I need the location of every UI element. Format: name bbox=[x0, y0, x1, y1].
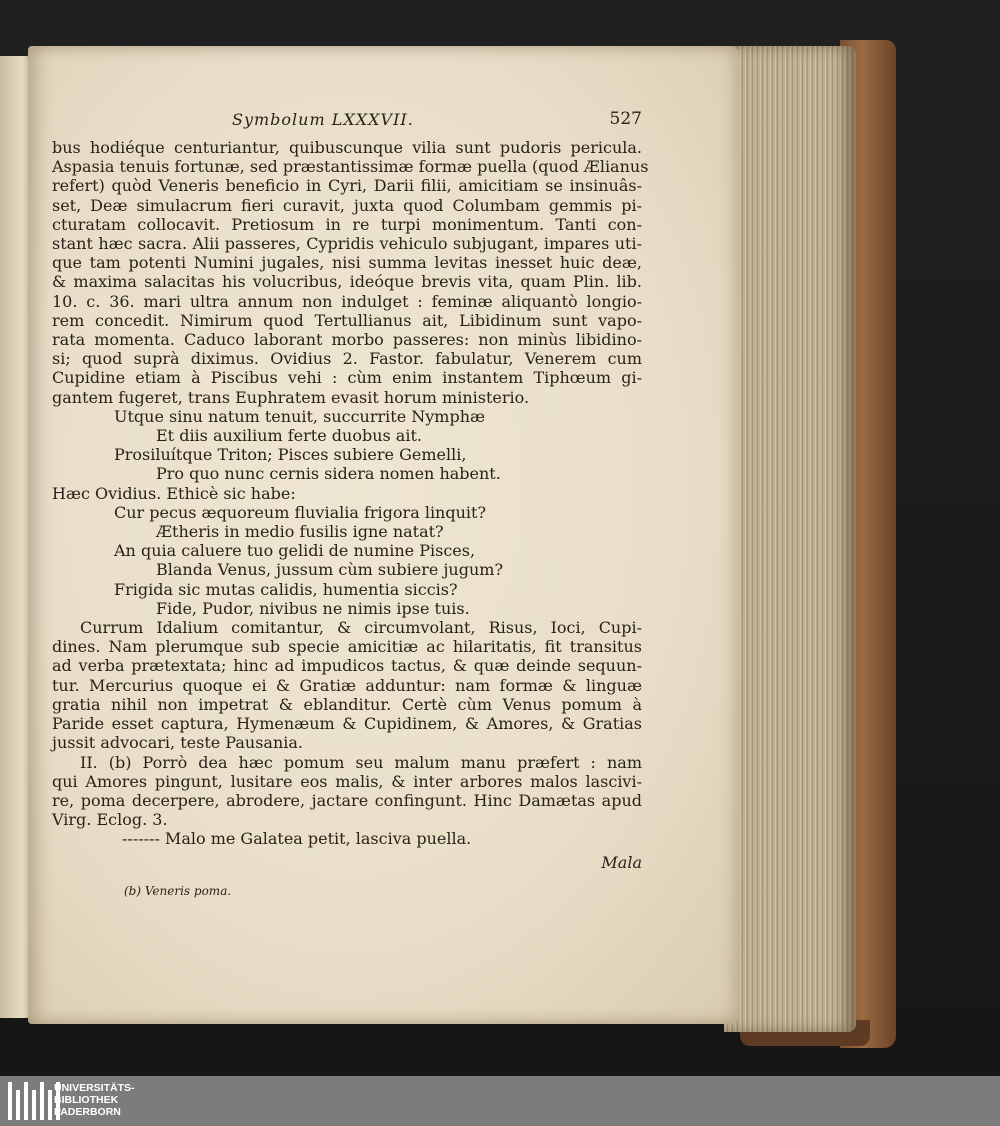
text-line: si; quod suprà diximus. Ovidius 2. Fastor. fabulatur, Venerem cum bbox=[52, 349, 642, 369]
text-line: rata momenta. Caduco laborant morbo passeres: non minùs libidino- bbox=[52, 330, 642, 350]
text-line: stant hæc sacra. Alii passeres, Cypridis vehiculo subjugant, impares uti- bbox=[52, 234, 642, 254]
verse-line: Cur pecus æquoreum fluvialia frigora linquit? bbox=[114, 502, 487, 522]
page-block-edge bbox=[724, 46, 856, 1032]
page-number: 527 bbox=[609, 109, 642, 129]
text-line: refert) quòd Veneris beneficio in Cyri, Darii filii, amicitiam se insinuâs- bbox=[52, 176, 642, 196]
quote-line: ------- Malo me Galatea petit, lasciva puella. bbox=[122, 829, 472, 849]
text-line: re, poma decerpere, abrodere, jactare confingunt. Hinc Damætas apud bbox=[52, 790, 642, 810]
verse-line: Prosiluítque Triton; Pisces subiere Gemelli, bbox=[114, 445, 467, 465]
text-line: Paride esset captura, Hymenæum & Cupidinem, & Amores, & Gratias bbox=[52, 714, 642, 734]
text-line: 10. c. 36. mari ultra annum non indulget : feminæ aliquantò longio- bbox=[52, 291, 642, 311]
library-name-line: PADERBORN bbox=[54, 1106, 121, 1118]
text-line: & maxima salacitas his volucribus, ideóque brevis vita, quam Plin. lib. bbox=[52, 272, 642, 292]
verse-line: Et diis auxilium ferte duobus ait. bbox=[156, 426, 422, 446]
text-line: dines. Nam plerumque sub specie amicitiæ ac hilaritatis, fit transitus bbox=[52, 637, 642, 657]
library-footer bbox=[0, 1076, 1000, 1126]
running-title: Symbolum LXXXVII. bbox=[232, 110, 414, 129]
text-line: Virg. Eclog. 3. bbox=[52, 810, 168, 830]
catchword: Mala bbox=[601, 852, 642, 872]
text-line: ad verba prætextata; hinc ad impudicos tactus, & quæ deinde sequun- bbox=[52, 656, 642, 676]
footnote: (b) Veneris poma. bbox=[124, 883, 232, 898]
verse-line: Blanda Venus, jussum cùm subiere jugum? bbox=[156, 560, 504, 580]
text-line: que tam potenti Numini jugales, nisi summa levitas inesset huic deæ, bbox=[52, 253, 642, 273]
text-line: jussit advocari, teste Pausania. bbox=[52, 733, 303, 753]
library-logo-icon bbox=[8, 1082, 60, 1120]
library-name-line: UNIVERSITÄTS- bbox=[54, 1082, 135, 1094]
text-line: II. (b) Porrò dea hæc pomum seu malum manu præfert : nam bbox=[80, 752, 642, 772]
text-line: gantem fugeret, trans Euphratem evasit horum ministerio. bbox=[52, 387, 530, 407]
page-text bbox=[52, 109, 649, 901]
verse-line: Ætheris in medio fusilis igne natat? bbox=[156, 522, 444, 542]
text-line: gratia nihil non impetrat & eblanditur. Certè cùm Venus pomum à bbox=[52, 694, 642, 714]
text-line: set, Deæ simulacrum fieri curavit, juxta quod Columbam gemmis pi- bbox=[52, 195, 642, 215]
text-line: Currum Idalium comitantur, & circumvolant, Risus, Ioci, Cupi- bbox=[80, 618, 642, 638]
verse-line: Utque sinu natum tenuit, succurrite Nymphæ bbox=[114, 406, 486, 426]
verse-line: An quia caluere tuo gelidi de numine Pisces, bbox=[114, 541, 476, 561]
page-header bbox=[52, 110, 642, 132]
text-line: tur. Mercurius quoque ei & Gratiæ adduntur: nam formæ & linguæ bbox=[52, 675, 642, 695]
verse-line: Fide, Pudor, nivibus ne nimis ipse tuis. bbox=[156, 598, 470, 618]
text-line: rem concedit. Nimirum quod Tertullianus ait, Libidinum sunt vapo- bbox=[52, 310, 642, 330]
text-line: bus hodiéque centuriantur, quibuscunque vilia sunt pudoris pericula. bbox=[52, 138, 642, 157]
verse-line: Pro quo nunc cernis sidera nomen habent. bbox=[156, 464, 501, 484]
library-name-line: BIBLIOTHEK bbox=[54, 1094, 119, 1106]
verse-line: Frigida sic mutas calidis, humentia siccis? bbox=[114, 579, 458, 599]
text-line: qui Amores pingunt, lusitare eos malis, & inter arbores malos lascivi- bbox=[52, 771, 642, 791]
text-line: Cupidine etiam à Piscibus vehi : cùm enim instantem Tiphœum gi- bbox=[52, 368, 642, 388]
text-line: Hæc Ovidius. Ethicè sic habe: bbox=[52, 483, 296, 503]
library-name bbox=[54, 1082, 135, 1118]
text-line: Aspasia tenuis fortunæ, sed præstantissimæ formæ puella (quod Ælianus bbox=[52, 157, 649, 177]
text-line: cturatam collocavit. Pretiosum in re turpi monimentum. Tanti con- bbox=[52, 214, 642, 234]
